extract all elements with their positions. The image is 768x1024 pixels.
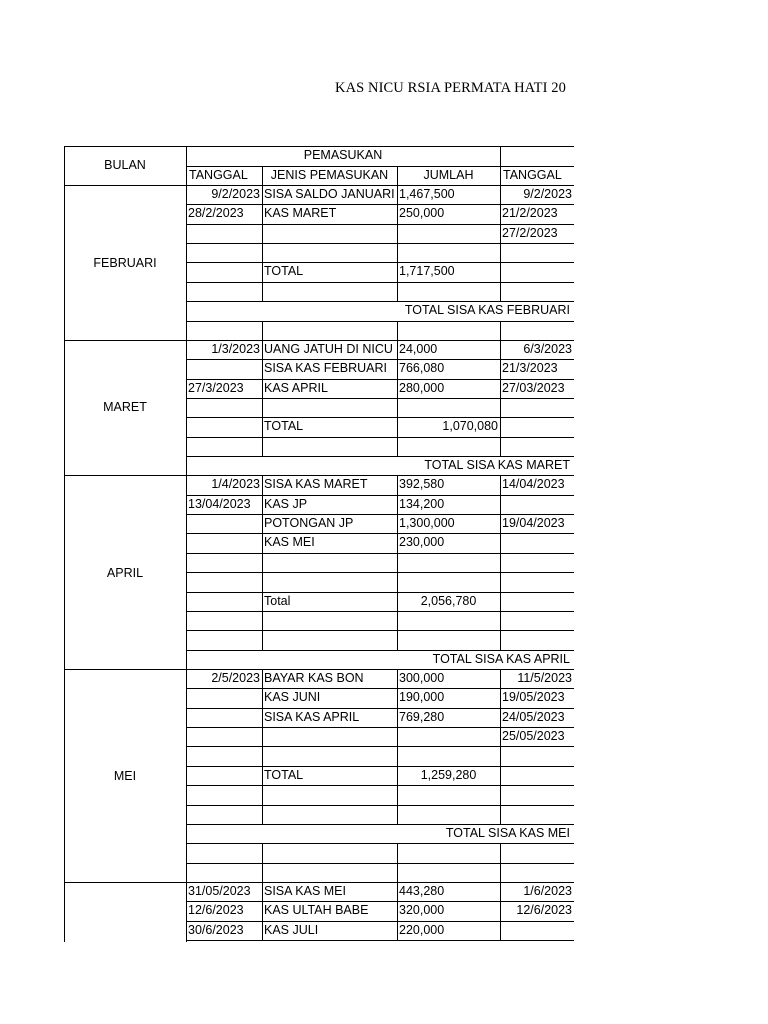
cell-tanggal-pengeluaran: 19/05/2023 <box>502 690 565 704</box>
total-sisa-kas-label: TOTAL SISA KAS MARET <box>424 458 570 472</box>
col-line-tanggal <box>500 863 501 883</box>
cell-jumlah: 392,580 <box>399 477 445 491</box>
cell-jumlah: 250,000 <box>399 206 445 220</box>
cell-tanggal-pengeluaran <box>502 417 572 436</box>
cell-jumlah <box>399 572 498 591</box>
cell-tanggal-pengeluaran <box>502 921 572 940</box>
cell-jenis-pemasukan: KAS JULI <box>264 923 319 937</box>
col-line-jenis <box>262 630 263 651</box>
month-label-april: APRIL <box>106 566 144 580</box>
col-line-jumlah <box>397 785 398 806</box>
col-line-jenis <box>262 882 263 902</box>
cell-jenis-pemasukan: KAS APRIL <box>264 381 328 395</box>
cell-tanggal <box>188 592 260 611</box>
col-line-jenis <box>262 572 263 593</box>
cell-jenis-pemasukan: BAYAR KAS BON <box>264 671 364 685</box>
cell-jumlah: 280,000 <box>399 381 445 395</box>
col-line-jumlah <box>397 475 398 496</box>
cell-tanggal: 27/3/2023 <box>188 381 244 395</box>
cell-jenis-pemasukan <box>264 572 395 591</box>
cell-jumlah: 769,280 <box>399 710 445 724</box>
col-line-tanggal <box>500 417 501 438</box>
col-line-jumlah <box>397 882 398 902</box>
cell-tanggal-pengeluaran <box>502 437 572 456</box>
total-sisa-kas-label: TOTAL SISA KAS MEI <box>445 826 570 840</box>
cell-tanggal <box>188 572 260 591</box>
cell-jumlah <box>399 243 498 262</box>
col-line-jenis <box>262 863 263 883</box>
cell-jumlah <box>399 746 498 765</box>
col-line-tanggal <box>500 553 501 573</box>
cell-tanggal-pengeluaran: 21/2/2023 <box>502 206 558 220</box>
col-line-jumlah <box>397 863 398 883</box>
col-line-jenis-header <box>262 166 263 186</box>
col-line-tanggal <box>500 572 501 593</box>
cell-tanggal: 30/6/2023 <box>188 923 244 937</box>
col-line-tanggal <box>500 688 501 709</box>
cell-tanggal-pengeluaran: 12/6/2023 <box>516 903 572 917</box>
col-line-jenis <box>262 398 263 418</box>
cell-tanggal <box>188 727 260 746</box>
col-line-jumlah <box>397 766 398 786</box>
col-line-jenis <box>262 243 263 263</box>
col-line-tanggal <box>500 766 501 786</box>
header-tanggal-pengeluaran: TANGGAL <box>503 168 562 182</box>
cell-jumlah: 190,000 <box>399 690 445 704</box>
cell-jumlah <box>399 398 498 417</box>
col-line-tanggal <box>500 785 501 806</box>
col-line-tanggal <box>500 495 501 515</box>
col-line-jumlah <box>397 185 398 205</box>
cell-jumlah <box>399 863 498 882</box>
cell-jenis-pemasukan: SISA KAS APRIL <box>264 710 360 724</box>
col-line-jenis <box>262 514 263 534</box>
col-line-jumlah <box>397 611 398 631</box>
cell-jumlah <box>399 553 498 572</box>
col-line-jumlah <box>397 708 398 728</box>
col-line-jenis <box>262 921 263 941</box>
col-line-jumlah <box>397 379 398 399</box>
cell-tanggal-pengeluaran <box>502 592 572 611</box>
cell-tanggal-pengeluaran <box>502 553 572 572</box>
cell-tanggal <box>188 437 260 456</box>
col-line-jenis <box>262 340 263 360</box>
cell-jenis-pemasukan <box>264 224 395 243</box>
col-line-jenis <box>262 611 263 631</box>
col-line-jenis <box>262 224 263 244</box>
header-divider <box>186 166 574 167</box>
sheet-title: KAS NICU RSIA PERMATA HATI 20 <box>335 80 566 96</box>
cell-tanggal <box>188 262 260 281</box>
cell-tanggal <box>188 746 260 765</box>
cell-jumlah <box>399 321 498 340</box>
header-bulan: BULAN <box>104 158 146 172</box>
cell-jumlah: 300,000 <box>399 671 445 685</box>
col-line-jumlah <box>397 805 398 825</box>
col-line-jumlah <box>397 417 398 438</box>
cell-jenis-pemasukan: KAS JUNI <box>264 690 321 704</box>
col-line-jenis <box>262 785 263 806</box>
cell-jenis-pemasukan <box>264 282 395 301</box>
cell-jumlah: 1,300,000 <box>399 516 455 530</box>
cell-tanggal: 13/04/2023 <box>188 497 251 511</box>
col-line-jumlah <box>397 340 398 360</box>
col-line-tanggal <box>500 340 501 360</box>
cell-jumlah: 766,080 <box>399 361 445 375</box>
cell-tanggal <box>188 417 260 436</box>
cell-tanggal <box>188 224 260 243</box>
col-line-jenis <box>262 204 263 225</box>
col-line-tanggal <box>500 398 501 418</box>
cell-tanggal-pengeluaran <box>502 863 572 882</box>
col-line-jenis <box>262 901 263 922</box>
cell-tanggal: 28/2/2023 <box>188 206 244 220</box>
col-line-jenis <box>262 437 263 457</box>
month-label-februari: FEBRUARI <box>93 256 157 270</box>
col-line-tanggal <box>500 630 501 651</box>
cell-jenis-pemasukan: UANG JATUH DI NICU <box>264 342 393 356</box>
cell-tanggal-pengeluaran: 11/5/2023 <box>517 671 572 685</box>
cell-jumlah: 1,717,500 <box>399 264 455 278</box>
col-line-tanggal <box>500 359 501 380</box>
cell-tanggal-pengeluaran <box>502 572 572 591</box>
cell-tanggal-pengeluaran: 1/6/2023 <box>523 884 572 898</box>
cell-jenis-pemasukan: Total <box>264 594 291 608</box>
col-line-bulan <box>186 146 187 942</box>
col-line-tanggal <box>500 746 501 767</box>
col-line-jumlah <box>397 592 398 612</box>
cell-jumlah: 134,200 <box>399 497 445 511</box>
cell-jenis-pemasukan <box>264 630 395 649</box>
header-jumlah: JUMLAH <box>423 168 474 182</box>
col-line-jumlah <box>397 321 398 341</box>
cell-jumlah: 320,000 <box>399 903 445 917</box>
cell-tanggal-pengeluaran <box>502 785 572 804</box>
col-line-jenis <box>262 475 263 496</box>
cell-jumlah: 1,070,080 <box>442 419 498 433</box>
col-line-jumlah <box>397 398 398 418</box>
cell-tanggal-pengeluaran <box>502 243 572 262</box>
cell-jumlah <box>399 437 498 456</box>
cell-tanggal-pengeluaran <box>502 282 572 301</box>
col-line-jenis <box>262 592 263 612</box>
cell-tanggal <box>188 359 260 378</box>
cell-tanggal: 2/5/2023 <box>211 671 260 685</box>
cell-tanggal-pengeluaran: 27/03/2023 <box>502 381 565 395</box>
col-line-tanggal <box>500 514 501 534</box>
col-line-jumlah <box>397 514 398 534</box>
col-line-jumlah <box>397 843 398 864</box>
col-line-tanggal <box>500 321 501 341</box>
col-line-jenis <box>262 282 263 302</box>
cell-tanggal-pengeluaran <box>502 843 572 862</box>
cell-tanggal-pengeluaran <box>502 766 572 785</box>
cell-jenis-pemasukan <box>264 843 395 862</box>
col-line-jumlah <box>397 921 398 941</box>
cell-tanggal <box>188 282 260 301</box>
col-line-jumlah <box>397 437 398 457</box>
col-line-jumlah <box>397 688 398 709</box>
col-line-tanggal <box>500 611 501 631</box>
col-line-jenis <box>262 746 263 767</box>
col-line-jumlah <box>397 901 398 922</box>
cell-jenis-pemasukan <box>264 785 395 804</box>
row-border <box>186 940 574 941</box>
col-line-tanggal <box>500 243 501 263</box>
cell-tanggal-pengeluaran: 27/2/2023 <box>502 226 558 240</box>
cell-tanggal <box>188 611 260 630</box>
cell-jumlah: 220,000 <box>399 923 445 937</box>
cell-tanggal: 31/05/2023 <box>188 884 251 898</box>
cell-jenis-pemasukan <box>264 805 395 824</box>
cell-tanggal-pengeluaran <box>502 805 572 824</box>
col-line-jumlah <box>397 204 398 225</box>
col-line-tanggal <box>500 185 501 205</box>
cell-tanggal: 1/4/2023 <box>211 477 260 491</box>
col-line-jumlah <box>397 359 398 380</box>
col-line-tanggal <box>500 669 501 689</box>
col-line-tanggal <box>500 533 501 554</box>
cell-jenis-pemasukan <box>264 863 395 882</box>
cell-tanggal <box>188 766 260 785</box>
cell-jenis-pemasukan <box>264 553 395 572</box>
header-tanggal: TANGGAL <box>189 168 248 182</box>
col-line-tanggal <box>500 592 501 612</box>
col-line-jumlah <box>397 495 398 515</box>
cell-tanggal-pengeluaran <box>502 533 572 552</box>
cell-jenis-pemasukan <box>264 398 395 417</box>
cell-jumlah <box>399 282 498 301</box>
header-pemasukan: PEMASUKAN <box>303 148 383 162</box>
cell-tanggal <box>188 398 260 417</box>
cell-tanggal-pengeluaran: 14/04/2023 <box>502 477 565 491</box>
cell-tanggal <box>188 863 260 882</box>
cell-jenis-pemasukan <box>264 746 395 765</box>
cell-jenis-pemasukan: TOTAL <box>264 264 304 278</box>
col-line-tanggal <box>500 727 501 747</box>
cell-jumlah <box>399 785 498 804</box>
col-line-left <box>64 146 65 942</box>
cell-tanggal <box>188 243 260 262</box>
table-top-border <box>64 146 574 147</box>
cell-jumlah <box>399 843 498 862</box>
col-line-jenis <box>262 688 263 709</box>
month-label-maret: MARET <box>103 400 147 414</box>
cell-tanggal <box>188 630 260 649</box>
col-line-jumlah <box>397 669 398 689</box>
col-line-jenis <box>262 533 263 554</box>
cell-jumlah: 230,000 <box>399 535 445 549</box>
cell-tanggal-pengeluaran <box>502 630 572 649</box>
col-line-jumlah-header <box>500 146 501 186</box>
cell-jenis-pemasukan: KAS MEI <box>264 535 315 549</box>
col-line-tanggal <box>500 437 501 457</box>
cell-jumlah <box>399 224 498 243</box>
col-line-tanggal <box>500 379 501 399</box>
cell-jumlah <box>399 727 498 746</box>
col-line-tanggal <box>500 262 501 283</box>
cell-tanggal <box>188 321 260 340</box>
cell-jenis-pemasukan: KAS JP <box>264 497 308 511</box>
cell-tanggal: 1/3/2023 <box>211 342 260 356</box>
cell-tanggal-pengeluaran <box>502 398 572 417</box>
cell-jumlah: 2,056,780 <box>420 594 477 608</box>
cell-jenis-pemasukan <box>264 611 395 630</box>
col-line-jenis <box>262 708 263 728</box>
cell-tanggal <box>188 533 260 552</box>
cell-tanggal <box>188 688 260 707</box>
cell-jenis-pemasukan: SISA KAS MARET <box>264 477 368 491</box>
cell-jumlah: 443,280 <box>399 884 445 898</box>
cell-tanggal-pengeluaran <box>502 611 572 630</box>
col-line-jenis <box>262 766 263 786</box>
cell-jumlah <box>399 630 498 649</box>
cell-jenis-pemasukan: TOTAL <box>264 419 304 433</box>
col-line-jumlah <box>397 630 398 651</box>
cell-jenis-pemasukan <box>264 243 395 262</box>
col-line-tanggal <box>500 475 501 496</box>
cell-jumlah <box>399 611 498 630</box>
cell-tanggal-pengeluaran <box>502 746 572 765</box>
col-line-tanggal <box>500 843 501 864</box>
cell-jenis-pemasukan: SISA KAS MEI <box>264 884 346 898</box>
cell-jenis-pemasukan: SISA SALDO JANUARI <box>264 187 395 201</box>
col-line-jumlah <box>397 746 398 767</box>
cell-tanggal-pengeluaran <box>502 262 572 281</box>
cell-jenis-pemasukan: TOTAL <box>264 768 304 782</box>
col-line-jenis <box>262 262 263 283</box>
cell-tanggal-pengeluaran <box>502 321 572 340</box>
col-line-tanggal <box>500 921 501 941</box>
cell-jenis-pemasukan <box>264 727 395 746</box>
cell-jumlah: 1,259,280 <box>420 768 477 782</box>
cell-jumlah: 1,467,500 <box>399 187 455 201</box>
cell-tanggal <box>188 514 260 533</box>
col-line-jumlah-header-2 <box>397 166 398 186</box>
cell-tanggal-pengeluaran: 24/05/2023 <box>502 710 565 724</box>
cell-jenis-pemasukan: POTONGAN JP <box>264 516 354 530</box>
cell-tanggal-pengeluaran: 25/05/2023 <box>502 729 565 743</box>
col-line-jenis <box>262 495 263 515</box>
col-line-tanggal <box>500 282 501 302</box>
col-line-jenis <box>262 553 263 573</box>
cell-jenis-pemasukan: SISA KAS FEBRUARI <box>264 361 387 375</box>
cell-tanggal-pengeluaran: 9/2/2023 <box>523 187 572 201</box>
month-label-mei: MEI <box>113 769 137 783</box>
col-line-jenis <box>262 321 263 341</box>
cell-jenis-pemasukan: KAS MARET <box>264 206 337 220</box>
cell-tanggal-pengeluaran <box>502 495 572 514</box>
col-line-jumlah <box>397 282 398 302</box>
header-jenis-pemasukan: JENIS PEMASUKAN <box>270 168 389 182</box>
col-line-jumlah <box>397 243 398 263</box>
cell-jumlah <box>399 805 498 824</box>
col-line-jumlah <box>397 553 398 573</box>
cell-jenis-pemasukan <box>264 437 395 456</box>
cell-tanggal-pengeluaran: 21/3/2023 <box>502 361 558 375</box>
cell-tanggal-pengeluaran: 19/04/2023 <box>502 516 565 530</box>
col-line-jumlah <box>397 262 398 283</box>
cell-tanggal <box>188 805 260 824</box>
col-line-jenis <box>262 727 263 747</box>
col-line-tanggal <box>500 901 501 922</box>
col-line-tanggal <box>500 204 501 225</box>
col-line-jenis <box>262 379 263 399</box>
cell-tanggal <box>188 785 260 804</box>
cell-jumlah: 24,000 <box>399 342 438 356</box>
cell-tanggal <box>188 843 260 862</box>
col-line-jenis <box>262 669 263 689</box>
col-line-jenis <box>262 417 263 438</box>
cell-tanggal: 12/6/2023 <box>188 903 244 917</box>
cell-tanggal <box>188 553 260 572</box>
col-line-jenis <box>262 843 263 864</box>
col-line-jenis <box>262 359 263 380</box>
cell-jenis-pemasukan <box>264 321 395 340</box>
cell-tanggal <box>188 708 260 727</box>
cell-tanggal-pengeluaran: 6/3/2023 <box>523 342 572 356</box>
col-line-jumlah <box>397 572 398 593</box>
col-line-jenis <box>262 185 263 205</box>
col-line-jumlah <box>397 224 398 244</box>
cell-tanggal: 9/2/2023 <box>211 187 260 201</box>
total-sisa-kas-label: TOTAL SISA KAS FEBRUARI <box>404 303 570 317</box>
col-line-jumlah <box>397 727 398 747</box>
total-sisa-kas-label: TOTAL SISA KAS APRIL <box>432 652 570 666</box>
col-line-jumlah <box>397 533 398 554</box>
col-line-jenis <box>262 805 263 825</box>
col-line-tanggal <box>500 882 501 902</box>
col-line-tanggal <box>500 224 501 244</box>
cell-jenis-pemasukan: KAS ULTAH BABE <box>264 903 369 917</box>
col-line-tanggal <box>500 708 501 728</box>
col-line-tanggal <box>500 805 501 825</box>
